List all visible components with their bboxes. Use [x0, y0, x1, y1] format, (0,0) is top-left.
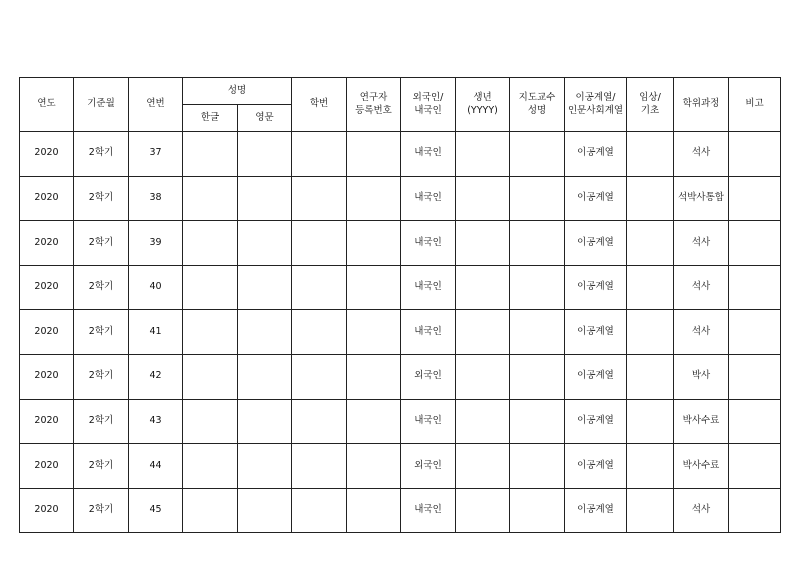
cell-name-english — [238, 488, 292, 533]
cell-degree: 박사수료 — [674, 399, 729, 444]
cell-advisor — [510, 310, 565, 355]
header-advisor — [510, 78, 565, 132]
cell-name-english — [238, 354, 292, 399]
cell-semester: 2학기 — [74, 265, 129, 310]
cell-name-korean — [183, 444, 238, 489]
cell-note — [729, 310, 781, 355]
header-year: 연도 — [20, 78, 74, 132]
cell-field: 이공계열 — [565, 444, 627, 489]
cell-nationality: 내국인 — [401, 399, 456, 444]
table-row — [20, 310, 781, 355]
cell-researcher-id — [347, 265, 401, 310]
cell-advisor — [510, 488, 565, 533]
cell-degree: 석사 — [674, 310, 729, 355]
header-nationality — [401, 78, 456, 132]
header-advisor-line2: 성명 — [527, 104, 547, 116]
cell-name-korean — [183, 176, 238, 221]
cell-researcher-id — [347, 176, 401, 221]
header-nationality-line1: 외국인/ — [412, 91, 444, 103]
cell-semester: 2학기 — [74, 310, 129, 355]
cell-advisor — [510, 265, 565, 310]
cell-name-korean — [183, 488, 238, 533]
table-row — [20, 221, 781, 266]
cell-nationality: 외국인 — [401, 354, 456, 399]
cell-researcher-id — [347, 444, 401, 489]
cell-serial: 37 — [129, 132, 183, 177]
header-advisor-line1: 지도교수 — [518, 91, 556, 103]
cell-name-korean — [183, 221, 238, 266]
cell-birth-year — [456, 265, 510, 310]
header-student-id: 학번 — [292, 78, 347, 132]
header-field — [565, 78, 627, 132]
cell-advisor — [510, 176, 565, 221]
cell-birth-year — [456, 444, 510, 489]
cell-name-korean — [183, 132, 238, 177]
table-row — [20, 176, 781, 221]
cell-name-english — [238, 221, 292, 266]
table-row — [20, 354, 781, 399]
cell-name-english — [238, 310, 292, 355]
cell-field: 이공계열 — [565, 221, 627, 266]
cell-clinical — [627, 399, 674, 444]
cell-year: 2020 — [20, 310, 74, 355]
header-clinical — [627, 78, 674, 132]
cell-student-id — [292, 354, 347, 399]
cell-advisor — [510, 221, 565, 266]
cell-student-id — [292, 444, 347, 489]
table-row — [20, 444, 781, 489]
cell-student-id — [292, 265, 347, 310]
cell-semester: 2학기 — [74, 488, 129, 533]
cell-serial: 38 — [129, 176, 183, 221]
cell-clinical — [627, 354, 674, 399]
cell-degree: 석박사통합 — [674, 176, 729, 221]
cell-name-english — [238, 176, 292, 221]
header-name: 성명 — [183, 78, 292, 105]
cell-semester: 2학기 — [74, 132, 129, 177]
cell-semester: 2학기 — [74, 399, 129, 444]
cell-note — [729, 444, 781, 489]
cell-degree: 박사수료 — [674, 444, 729, 489]
cell-serial: 43 — [129, 399, 183, 444]
cell-nationality: 내국인 — [401, 221, 456, 266]
table-row — [20, 265, 781, 310]
cell-nationality: 내국인 — [401, 176, 456, 221]
header-birth-line2: (YYYY) — [467, 104, 498, 116]
cell-note — [729, 221, 781, 266]
cell-field: 이공계열 — [565, 310, 627, 355]
cell-birth-year — [456, 488, 510, 533]
cell-nationality: 외국인 — [401, 444, 456, 489]
header-field-line2: 인문사회계열 — [567, 104, 624, 116]
cell-name-korean — [183, 354, 238, 399]
cell-semester: 2학기 — [74, 221, 129, 266]
cell-clinical — [627, 310, 674, 355]
cell-year: 2020 — [20, 265, 74, 310]
header-clinical-line1: 임상/ — [639, 91, 661, 103]
cell-name-english — [238, 444, 292, 489]
cell-serial: 40 — [129, 265, 183, 310]
cell-nationality: 내국인 — [401, 310, 456, 355]
cell-year: 2020 — [20, 444, 74, 489]
cell-serial: 45 — [129, 488, 183, 533]
cell-note — [729, 399, 781, 444]
cell-clinical — [627, 265, 674, 310]
cell-student-id — [292, 176, 347, 221]
header-note: 비고 — [729, 78, 781, 132]
cell-advisor — [510, 399, 565, 444]
cell-student-id — [292, 310, 347, 355]
header-name-english: 영문 — [238, 105, 292, 132]
cell-year: 2020 — [20, 176, 74, 221]
header-degree: 학위과정 — [674, 78, 729, 132]
cell-researcher-id — [347, 310, 401, 355]
cell-name-korean — [183, 265, 238, 310]
cell-nationality: 내국인 — [401, 488, 456, 533]
cell-serial: 41 — [129, 310, 183, 355]
cell-birth-year — [456, 399, 510, 444]
header-nationality-line2: 내국인 — [414, 104, 442, 116]
cell-birth-year — [456, 176, 510, 221]
cell-semester: 2학기 — [74, 444, 129, 489]
cell-field: 이공계열 — [565, 132, 627, 177]
cell-researcher-id — [347, 221, 401, 266]
table-row — [20, 132, 781, 177]
header-researcher-id — [347, 78, 401, 132]
cell-researcher-id — [347, 132, 401, 177]
cell-degree: 석사 — [674, 488, 729, 533]
cell-advisor — [510, 354, 565, 399]
header-semester: 기준월 — [74, 78, 129, 132]
cell-student-id — [292, 488, 347, 533]
cell-serial: 39 — [129, 221, 183, 266]
table-row — [20, 399, 781, 444]
cell-note — [729, 265, 781, 310]
cell-semester: 2학기 — [74, 176, 129, 221]
header-researcher-id-line1: 연구자 — [359, 91, 388, 103]
cell-year: 2020 — [20, 488, 74, 533]
cell-serial: 44 — [129, 444, 183, 489]
cell-clinical — [627, 444, 674, 489]
header-name-korean: 한글 — [183, 105, 238, 132]
cell-field: 이공계열 — [565, 176, 627, 221]
header-serial: 연번 — [129, 78, 183, 132]
cell-field: 이공계열 — [565, 399, 627, 444]
cell-researcher-id — [347, 488, 401, 533]
cell-student-id — [292, 399, 347, 444]
cell-clinical — [627, 488, 674, 533]
cell-field: 이공계열 — [565, 265, 627, 310]
cell-degree: 석사 — [674, 221, 729, 266]
cell-note — [729, 354, 781, 399]
cell-degree: 석사 — [674, 265, 729, 310]
header-birth-year — [456, 78, 510, 132]
table-row — [20, 488, 781, 533]
header-researcher-id-line2: 등록번호 — [355, 104, 392, 116]
cell-birth-year — [456, 132, 510, 177]
cell-field: 이공계열 — [565, 354, 627, 399]
cell-year: 2020 — [20, 221, 74, 266]
roster-body — [20, 132, 781, 533]
cell-clinical — [627, 221, 674, 266]
cell-serial: 42 — [129, 354, 183, 399]
header-clinical-line2: 기초 — [640, 104, 660, 116]
cell-year: 2020 — [20, 399, 74, 444]
cell-name-korean — [183, 399, 238, 444]
cell-note — [729, 176, 781, 221]
header-field-line1: 이공계열/ — [575, 91, 616, 103]
cell-note — [729, 132, 781, 177]
cell-note — [729, 488, 781, 533]
cell-year: 2020 — [20, 354, 74, 399]
cell-name-english — [238, 132, 292, 177]
cell-name-english — [238, 399, 292, 444]
header-birth-line1: 생년 — [473, 91, 492, 103]
cell-clinical — [627, 132, 674, 177]
cell-advisor — [510, 444, 565, 489]
cell-year: 2020 — [20, 132, 74, 177]
cell-researcher-id — [347, 354, 401, 399]
cell-advisor — [510, 132, 565, 177]
cell-birth-year — [456, 354, 510, 399]
cell-semester: 2학기 — [74, 354, 129, 399]
cell-nationality: 내국인 — [401, 265, 456, 310]
cell-clinical — [627, 176, 674, 221]
cell-birth-year — [456, 310, 510, 355]
cell-birth-year — [456, 221, 510, 266]
cell-degree: 박사 — [674, 354, 729, 399]
student-roster-table — [19, 77, 781, 533]
cell-student-id — [292, 221, 347, 266]
cell-field: 이공계열 — [565, 488, 627, 533]
cell-student-id — [292, 132, 347, 177]
cell-degree: 석사 — [674, 132, 729, 177]
cell-researcher-id — [347, 399, 401, 444]
cell-name-korean — [183, 310, 238, 355]
cell-nationality: 내국인 — [401, 132, 456, 177]
cell-name-english — [238, 265, 292, 310]
